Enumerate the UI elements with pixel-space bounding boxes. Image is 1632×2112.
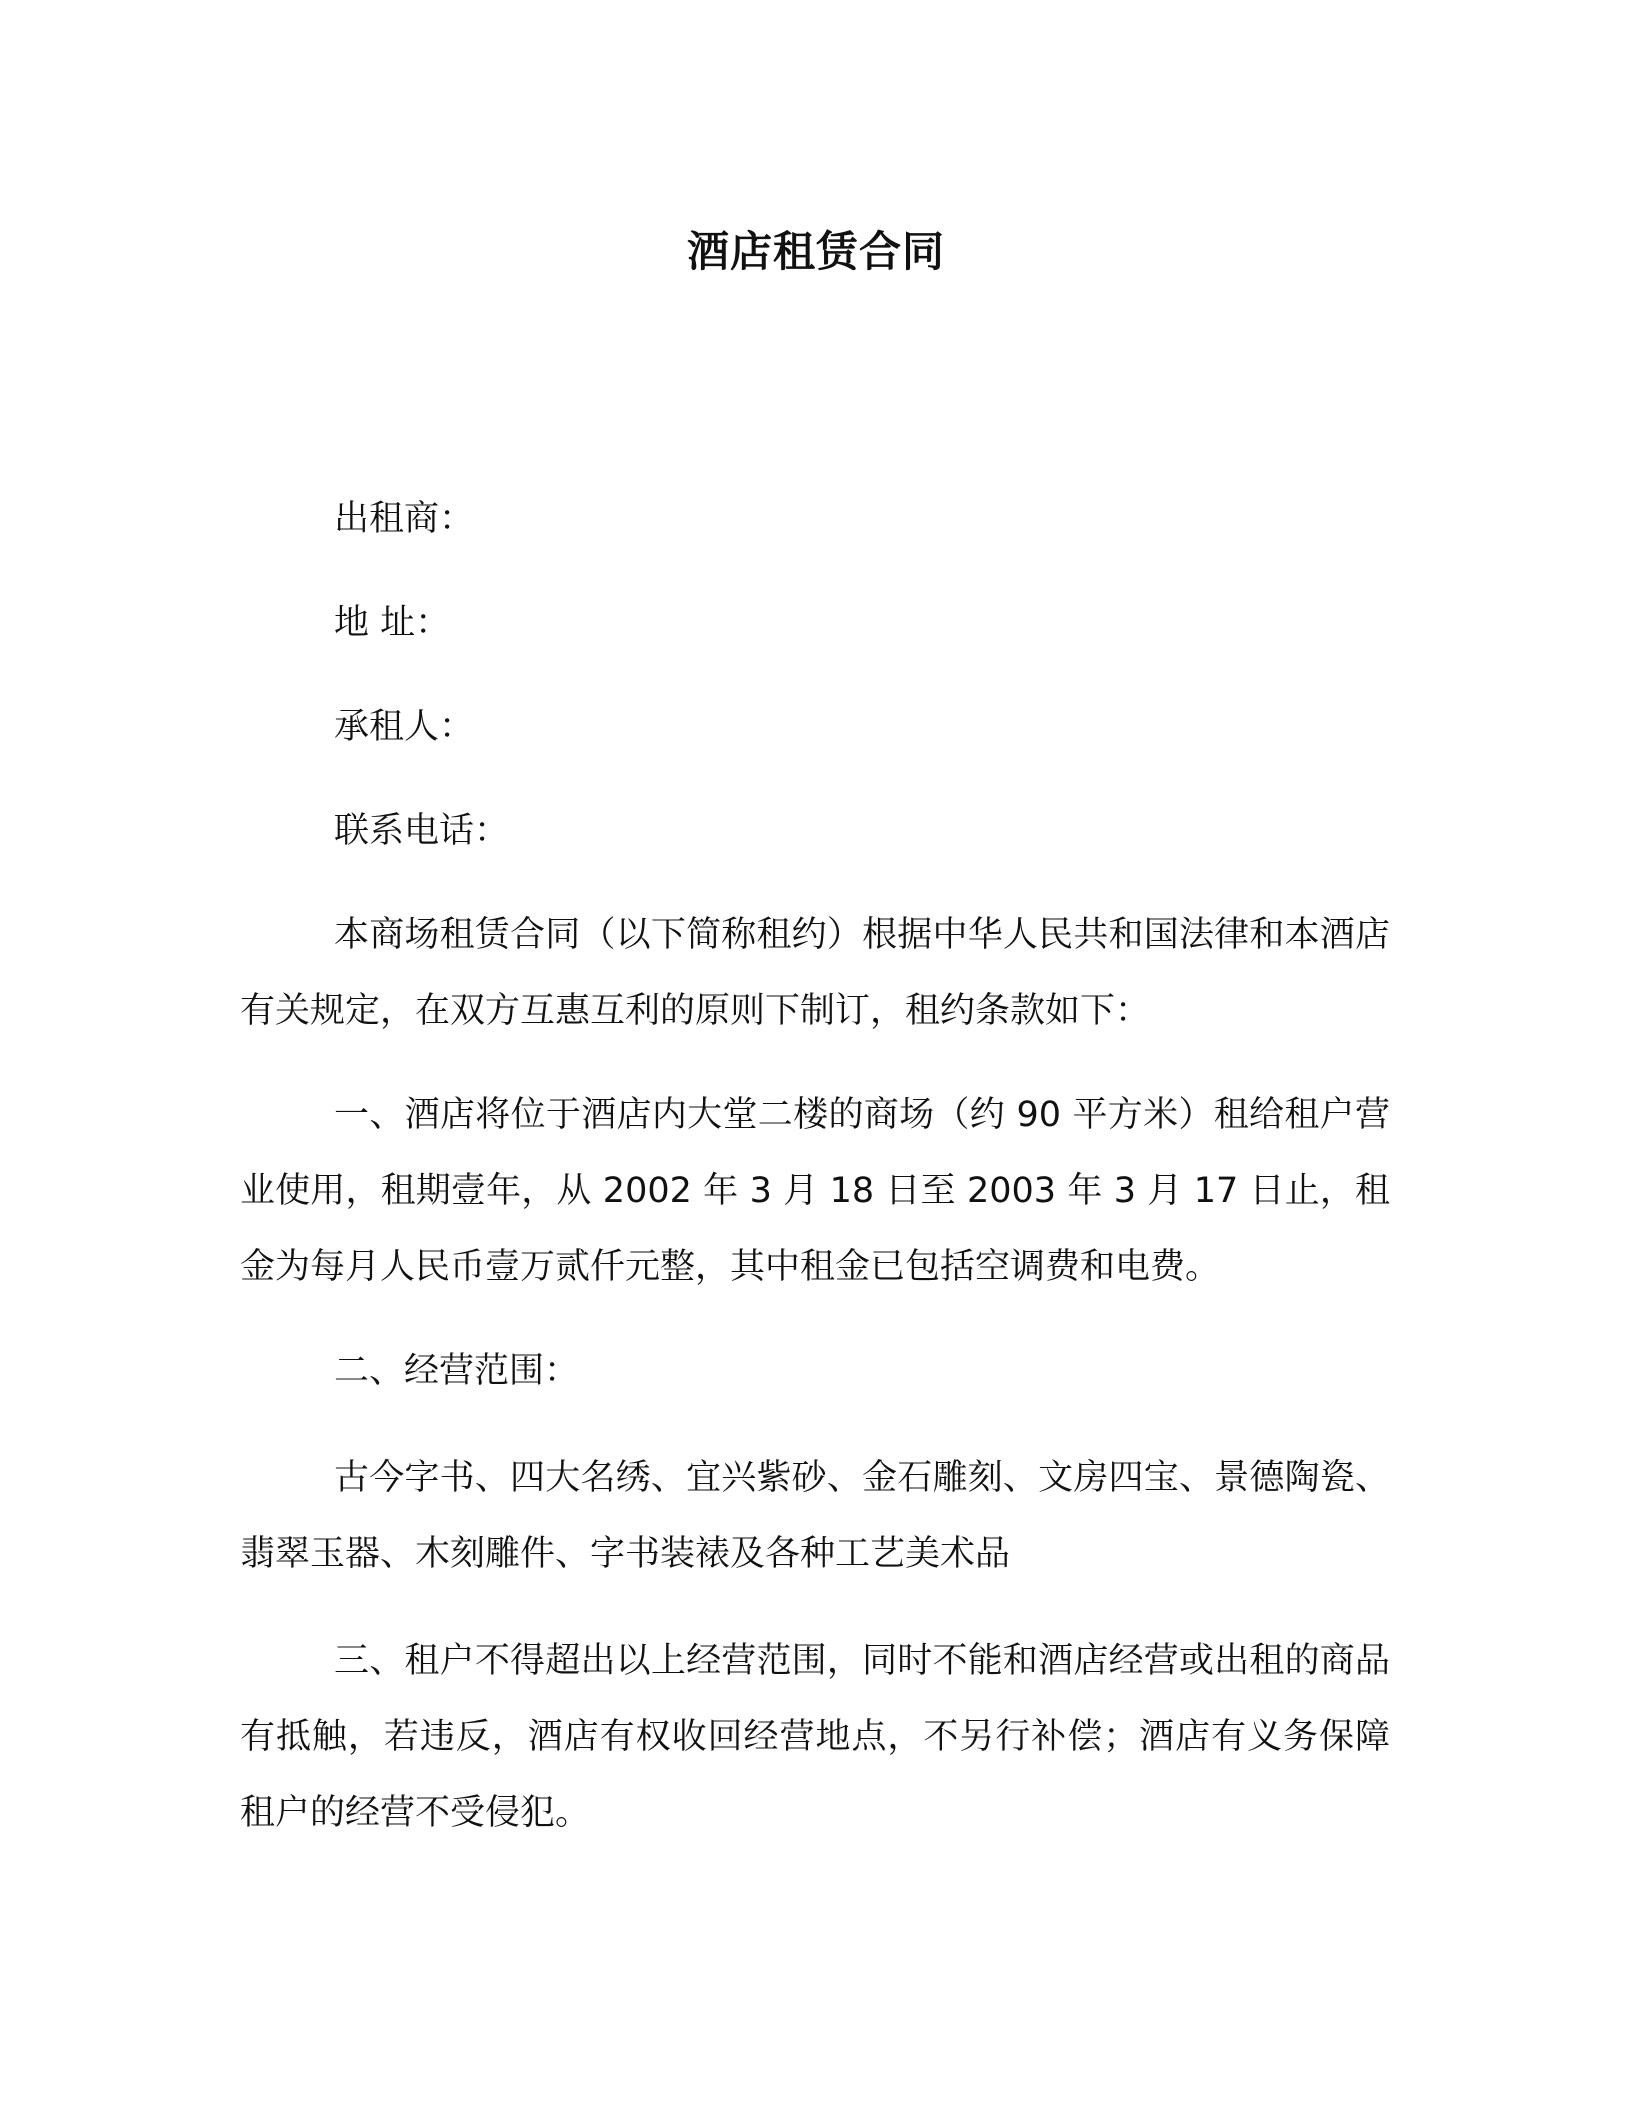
- business-scope-paragraph: 古今字书、四大名绣、宜兴紫砂、金石雕刻、文房四宝、景德陶瓷、翡翠玉器、木刻雕件、字书装裱及各种工艺美术品: [240, 1458, 1390, 1574]
- clause-1-paragraph: 一、酒店将位于酒店内大堂二楼的商场（约 90 平方米）租给租户营业使用，租期壹年，从 2002 年 3 月 18 日至 2003 年 3 月 17 日止，租金为每月人民币壹万贰仟元整，其中租金已包括空调费和电费。: [240, 1095, 1390, 1287]
- clause-3-paragraph: 三、租户不得超出以上经营范围，同时不能和酒店经营或出租的商品有抵触，若违反，酒店有权收回经营地点，不另行补偿；酒店有义务保障租户的经营不受侵犯。: [240, 1641, 1390, 1833]
- preamble-paragraph: 本商场租赁合同（以下简称租约）根据中华人民共和国法律和本酒店有关规定，在双方互惠互利的原则下制订，租约条款如下：: [240, 915, 1390, 1031]
- phone-field-label: 联系电话：: [334, 811, 510, 851]
- address-field-label: 地 址：: [334, 603, 451, 643]
- document-title: 酒店租赁合同: [686, 227, 945, 276]
- clause-2-heading: 二、经营范围：: [334, 1351, 580, 1391]
- lessee-field-label: 承租人：: [334, 707, 475, 747]
- lessor-field-label: 出租商：: [334, 499, 475, 539]
